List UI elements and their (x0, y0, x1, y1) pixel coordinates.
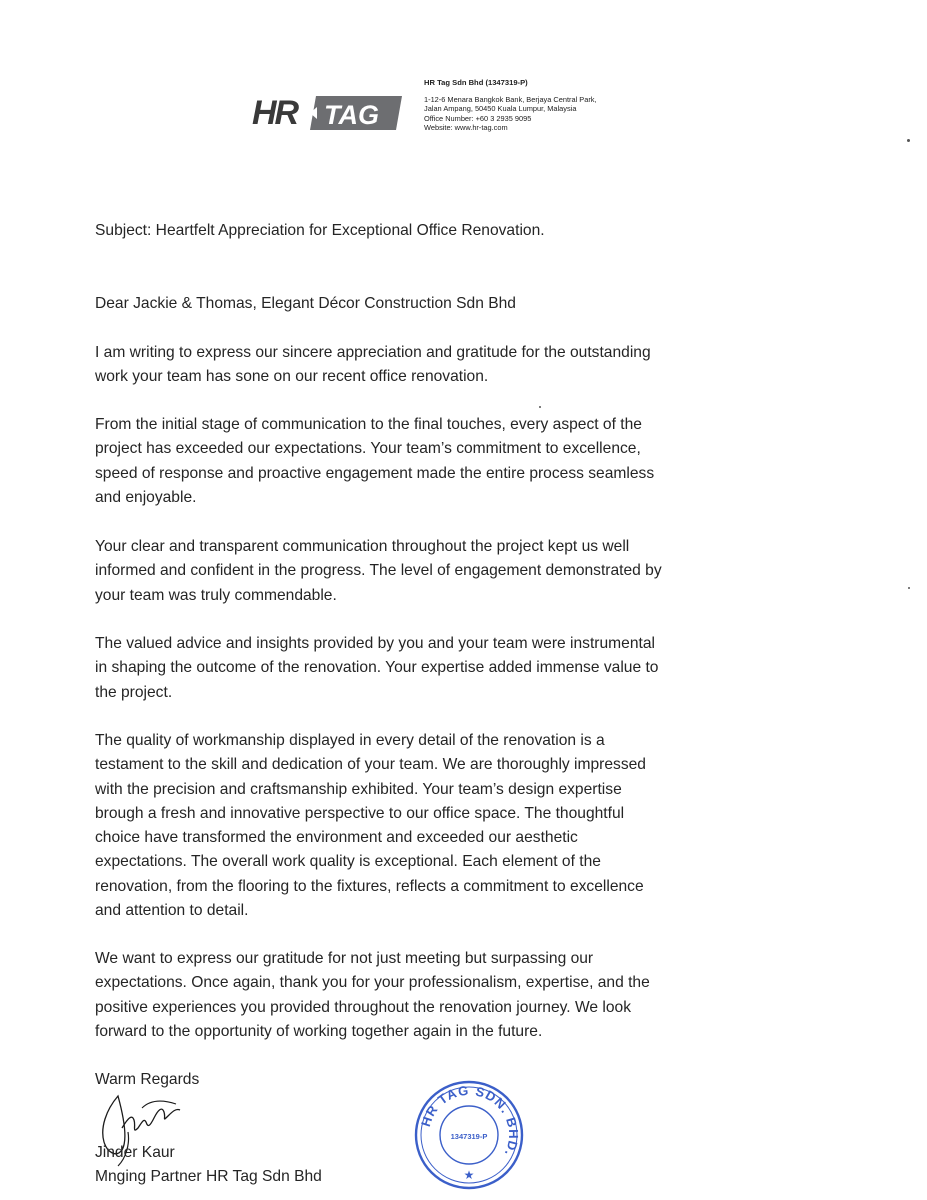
paragraph-line: brough a fresh and innovative perspective to our office space. The thoughtful (95, 804, 625, 822)
stamp-ring-text: HR TAG SDN. BHD. (417, 1082, 522, 1160)
closing-text: Warm Regards (95, 1071, 200, 1088)
paragraph-1 (95, 341, 795, 390)
paragraph-line: project has exceeded our expectations. Your team’s commitment to excellence, (95, 440, 641, 458)
paragraph-line: expectations. The overall work quality is exceptional. Each element of the (95, 853, 601, 871)
paragraph-line: your team was truly commendable. (95, 586, 337, 604)
paragraph-line: positive experiences you provided throughout the renovation journey. We look (95, 998, 632, 1016)
paragraph-2 (95, 413, 795, 510)
paragraph-line: with the precision and craftsmanship exhibited. Your team’s design expertise (95, 780, 622, 798)
office-number: Office Number: +60 3 2935 9095 (424, 113, 532, 123)
hr-tag-logo (250, 88, 404, 134)
paragraph-line: renovation, from the flooring to the fixtures, reflects a commitment to excellence (95, 877, 644, 895)
paragraph-line: and enjoyable. (95, 488, 197, 506)
paragraph-line: choice have transformed the environment and exceeded our aesthetic (95, 829, 578, 847)
company-name: HR Tag Sdn Bhd (1347319-P) (424, 78, 528, 87)
salutation (95, 292, 795, 316)
paragraph-line: work your team has sone on our recent office renovation. (95, 368, 489, 386)
stamp-star-icon: ★ (463, 1168, 475, 1182)
stamp-registration: 1347319-P (450, 1132, 488, 1141)
scan-speck (908, 587, 910, 589)
company-details (424, 78, 684, 132)
paragraph-line: the project. (95, 683, 173, 701)
paragraph-line: From the initial stage of communication to the final touches, every aspect of the (95, 416, 642, 433)
subject-text: Subject: Heartfelt Appreciation for Exceptional Office Renovation. (95, 222, 545, 239)
scan-speck (907, 139, 910, 142)
address-line: 1-12-6 Menara Bangkok Bank, Berjaya Central Park, (424, 95, 597, 105)
paragraph-line: The valued advice and insights provided by you and your team were instrumental (95, 635, 655, 652)
paragraph-line: The quality of workmanship displayed in every detail of the renovation is a (95, 732, 605, 749)
paragraph-6 (95, 947, 795, 1044)
scan-speck (539, 406, 541, 408)
paragraph-line: and attention to detail. (95, 902, 249, 920)
signer-name: Jinder Kaur (95, 1144, 175, 1161)
website: Website: www.hr-tag.com (424, 122, 508, 132)
subject-line (95, 219, 795, 243)
signer-title: Mnging Partner HR Tag Sdn Bhd (95, 1168, 322, 1186)
paragraph-line: in shaping the outcome of the renovation. Your expertise added immense value to (95, 659, 659, 677)
paragraph-line: Your clear and transparent communication throughout the project kept us well (95, 538, 630, 555)
paragraph-4 (95, 632, 795, 705)
paragraph-3 (95, 535, 795, 608)
paragraph-line: testament to the skill and dedication of your team. We are thoroughly impressed (95, 756, 646, 774)
paragraph-line: forward to the opportunity of working together again in the future. (95, 1022, 543, 1040)
paragraph-line: expectations. Once again, thank you for your professionalism, expertise, and the (95, 974, 650, 992)
salutation-text: Dear Jackie & Thomas, Elegant Décor Construction Sdn Bhd (95, 295, 516, 312)
paragraph-line: speed of response and proactive engagement made the entire process seamless (95, 464, 655, 482)
logo-hr-text: HR (252, 94, 298, 132)
paragraph-line: informed and confident in the progress. The level of engagement demonstrated by (95, 562, 662, 580)
logo-tag-text: TAG (324, 100, 379, 130)
address-line: Jalan Ampang, 50450 Kuala Lumpur, Malaysia (424, 104, 577, 114)
paragraph-line: I am writing to express our sincere appreciation and gratitude for the outstanding (95, 344, 651, 361)
paragraph-line: We want to express our gratitude for not just meeting but surpassing our (95, 950, 594, 967)
paragraph-5 (95, 729, 795, 923)
company-stamp (412, 1078, 526, 1192)
